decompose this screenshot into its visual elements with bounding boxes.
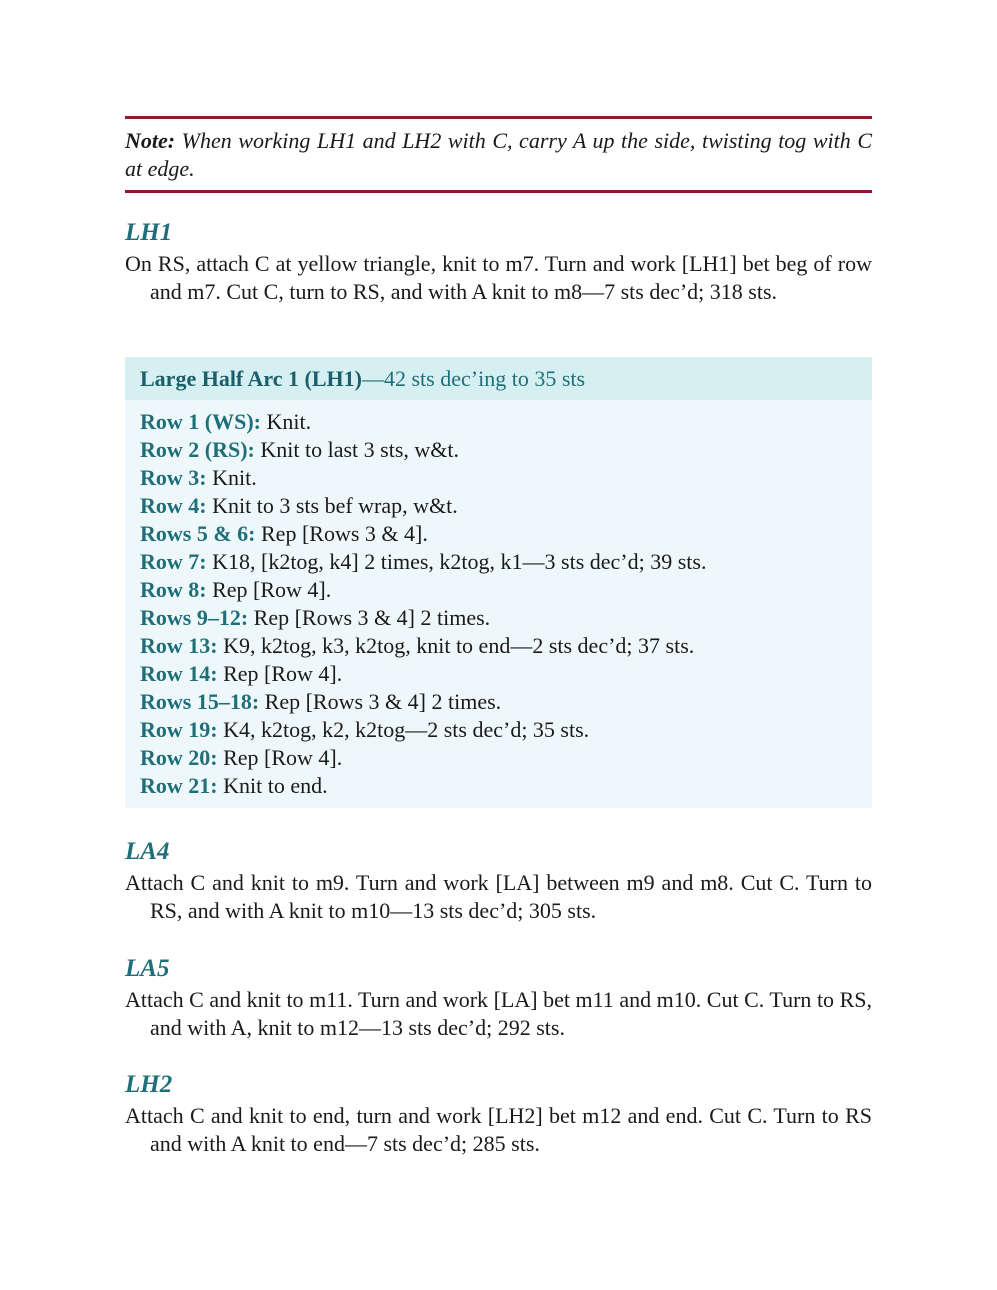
row-text: Rep [Rows 3 & 4] 2 times. [259, 689, 502, 714]
row-item [140, 520, 857, 548]
row-item [140, 408, 857, 436]
row-text: Knit. [206, 465, 257, 490]
row-label: Row 7: [140, 549, 207, 574]
sidebar-subtitle: —42 sts dec’ing to 35 sts [362, 366, 586, 391]
section-la4 [125, 837, 872, 925]
row-item [140, 744, 857, 772]
row-item [140, 716, 857, 744]
row-label: Row 4: [140, 493, 207, 518]
section-heading: LA5 [125, 955, 170, 982]
sidebar-title: Large Half Arc 1 (LH1) [140, 366, 362, 391]
row-label: Row 21: [140, 773, 218, 798]
row-item [140, 436, 857, 464]
row-item [140, 464, 857, 492]
section-heading: LA4 [125, 838, 170, 865]
row-text: Knit to 3 sts bef wrap, w&t. [206, 493, 458, 518]
row-label: Rows 15–18: [140, 689, 260, 714]
row-list [125, 400, 872, 800]
row-label: Row 1 (WS): [140, 409, 261, 434]
row-item [140, 772, 857, 800]
section-paragraph: Attach C and knit to m11. Turn and work [LA] bet m11 and m10. Cut C. Turn to RS, and with A, knit to m12—13 sts dec’d; 292 sts. [125, 987, 872, 1040]
row-label: Row 8: [140, 577, 207, 602]
row-label: Row 13: [140, 633, 218, 658]
section-lh1 [125, 218, 872, 306]
row-text: Rep [Row 4]. [206, 577, 332, 602]
section-paragraph: Attach C and knit to end, turn and work [LH2] bet m12 and end. Cut C. Turn to RS and with A knit to end—7 sts dec’d; 285 sts. [125, 1103, 872, 1156]
row-item [140, 632, 857, 660]
row-label: Rows 9–12: [140, 605, 249, 630]
row-item [140, 548, 857, 576]
row-text: K18, [k2tog, k4] 2 times, k2tog, k1—3 sts dec’d; 39 sts. [206, 549, 707, 574]
row-text: Knit to end. [217, 773, 328, 798]
section-paragraph: Attach C and knit to m9. Turn and work [LA] between m9 and m8. Cut C. Turn to RS, and with A knit to m10—13 sts dec’d; 305 sts. [125, 870, 872, 923]
row-label: Row 19: [140, 717, 218, 742]
instructions-sidebar [125, 357, 872, 808]
row-label: Row 3: [140, 465, 207, 490]
row-text: Rep [Rows 3 & 4]. [255, 521, 428, 546]
note-text: When working LH1 and LH2 with C, carry A up the side, twisting tog with C at edge. [125, 128, 872, 181]
row-text: K4, k2tog, k2, k2tog—2 sts dec’d; 35 sts. [217, 717, 590, 742]
note-box [125, 116, 872, 193]
section-lh2 [125, 1070, 872, 1158]
row-label: Row 14: [140, 661, 218, 686]
row-text: Knit to last 3 sts, w&t. [254, 437, 460, 462]
row-item [140, 688, 857, 716]
row-text: Rep [Row 4]. [217, 661, 343, 686]
row-label: Row 20: [140, 745, 218, 770]
row-label: Rows 5 & 6: [140, 521, 256, 546]
sidebar-header [125, 357, 872, 400]
row-label: Row 2 (RS): [140, 437, 255, 462]
row-item [140, 660, 857, 688]
row-item [140, 604, 857, 632]
row-text: Rep [Row 4]. [217, 745, 343, 770]
row-item [140, 576, 857, 604]
section-heading: LH1 [125, 219, 173, 246]
section-paragraph: On RS, attach C at yellow triangle, knit to m7. Turn and work [LH1] bet beg of row and m7. Cut C, turn to RS, and with A knit to m8—7 sts dec’d; 318 sts. [125, 251, 872, 304]
row-text: Rep [Rows 3 & 4] 2 times. [248, 605, 491, 630]
row-text: K9, k2tog, k3, k2tog, knit to end—2 sts dec’d; 37 sts. [217, 633, 695, 658]
row-item [140, 492, 857, 520]
section-la5 [125, 954, 872, 1042]
note-label: Note: [125, 128, 176, 153]
row-text: Knit. [261, 409, 312, 434]
section-heading: LH2 [125, 1071, 173, 1098]
